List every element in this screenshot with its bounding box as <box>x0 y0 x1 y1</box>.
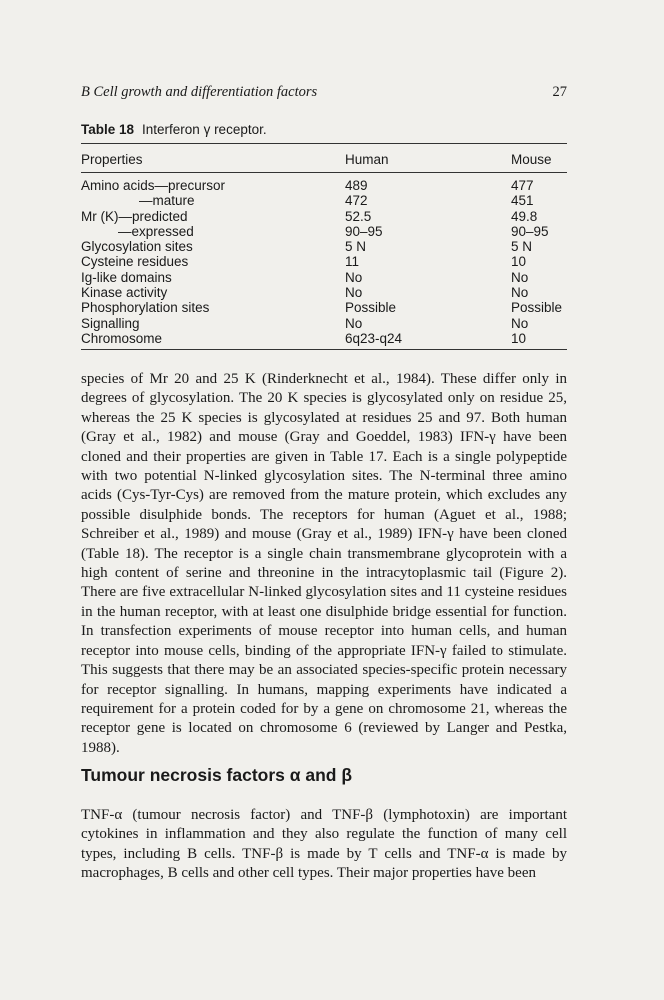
human-cell: 472 <box>345 193 368 209</box>
table-row <box>81 285 567 300</box>
column-header-properties: Properties <box>81 152 143 167</box>
table-row <box>81 209 567 224</box>
mouse-cell: No <box>511 269 529 285</box>
property-cell: Kinase activity <box>81 285 168 301</box>
table-caption <box>81 122 267 137</box>
property-cell: —expressed <box>118 223 194 239</box>
body-paragraph: species of Mr 20 and 25 K (Rinderknecht et al., 1984). These differ only in degrees of glycosylation. The 20 K species is glycosylated only on residue 25, whereas the 25 K species is glycosylated at residues 25 and 97. Both human (Gray et al., 1982) and mouse (Gray and Goeddel, 1983) IFN-γ have been cloned and their properties are given in Table 17. Each is a single polypeptide with two potential N-linked glycosylation sites. The N-terminal three amino acids (Cys-Tyr-Cys) are removed from the mature protein, which excludes any possible disulphide bonds. The receptors for human (Aguet et al., 1988; Schreiber et al., 1989) and mouse (Gray et al., 1989) IFN-γ have been cloned (Table 18). The receptor is a single chain transmembrane glycoprotein with a high content of serine and threonine in the intracytoplasmic tail (Figure 2). There are five extracellular N-linked glycosylation sites and 11 cysteine residues in the human receptor, with at least one disulphide bridge essential for function. In transfection experiments of mouse receptor into human cells, and human receptor into mouse cells, binding of the appropriate IFN-γ failed to stimulate. This suggests that there may be an associated species-specific protein necessary for receptor signalling. In humans, mapping experiments have indicated a requirement for a protein coded for by a gene on chromosome 21, whereas the receptor gene is located on chromosome 6 (reviewed by Langer and Pestka, 1988). <box>81 371 567 756</box>
table-row <box>81 224 567 239</box>
table-row <box>81 193 567 208</box>
running-header <box>81 84 567 101</box>
human-cell: 6q23-q24 <box>345 330 403 346</box>
column-header-mouse: Mouse <box>511 152 552 167</box>
property-cell: Cysteine residues <box>81 254 189 270</box>
property-cell: —mature <box>139 193 195 209</box>
mouse-cell: 10 <box>511 254 527 270</box>
table-title: Interferon γ receptor. <box>142 122 267 137</box>
human-cell: No <box>345 269 363 285</box>
section-heading: Tumour necrosis factors α and β <box>81 765 353 785</box>
property-cell: Mr (K)—predicted <box>81 208 188 224</box>
table-bottom-rule <box>81 349 567 350</box>
table-row <box>81 300 567 315</box>
table-header-row <box>81 152 567 167</box>
mouse-cell: 451 <box>511 193 534 209</box>
human-cell: No <box>345 285 363 301</box>
table-header-rule <box>81 172 567 173</box>
column-header-human: Human <box>345 152 389 167</box>
property-cell: Signalling <box>81 315 140 331</box>
table-top-rule <box>81 143 567 144</box>
human-cell: 11 <box>345 254 360 270</box>
human-cell: Possible <box>345 300 397 316</box>
table-row <box>81 254 567 269</box>
page-number: 27 <box>552 84 567 100</box>
table-row <box>81 239 567 254</box>
mouse-cell: 5 N <box>511 239 533 255</box>
property-cell: Glycosylation sites <box>81 239 193 255</box>
human-cell: 5 N <box>345 239 367 255</box>
human-cell: No <box>345 315 363 331</box>
table-row <box>81 178 567 193</box>
mouse-cell: 477 <box>511 178 534 193</box>
running-title: B Cell growth and differentiation factors <box>81 84 318 100</box>
human-cell: 90–95 <box>345 223 383 239</box>
property-cell: Phosphorylation sites <box>81 300 210 316</box>
mouse-cell: 90–95 <box>511 223 549 239</box>
property-cell: Amino acids—precursor <box>81 178 226 193</box>
mouse-cell: 49.8 <box>511 208 538 224</box>
table-row <box>81 270 567 285</box>
property-cell: Ig-like domains <box>81 269 172 285</box>
body-paragraph: TNF-α (tumour necrosis factor) and TNF-β (lymphotoxin) are important cytokines in inflammation and they also regulate the function of many cell types, including B cells. TNF-β is made by T cells and TNF-α is made by macrophages, B cells and other cell types. Their major properties have been <box>81 807 567 882</box>
table-label: Table 18 <box>81 122 135 137</box>
human-cell: 489 <box>345 178 368 193</box>
table-body <box>81 178 567 346</box>
mouse-cell: Possible <box>511 300 563 316</box>
mouse-cell: No <box>511 285 529 301</box>
mouse-cell: 10 <box>511 330 527 346</box>
table-row <box>81 316 567 331</box>
human-cell: 52.5 <box>345 208 372 224</box>
property-cell: Chromosome <box>81 330 163 346</box>
table-row <box>81 331 567 346</box>
mouse-cell: No <box>511 315 529 331</box>
